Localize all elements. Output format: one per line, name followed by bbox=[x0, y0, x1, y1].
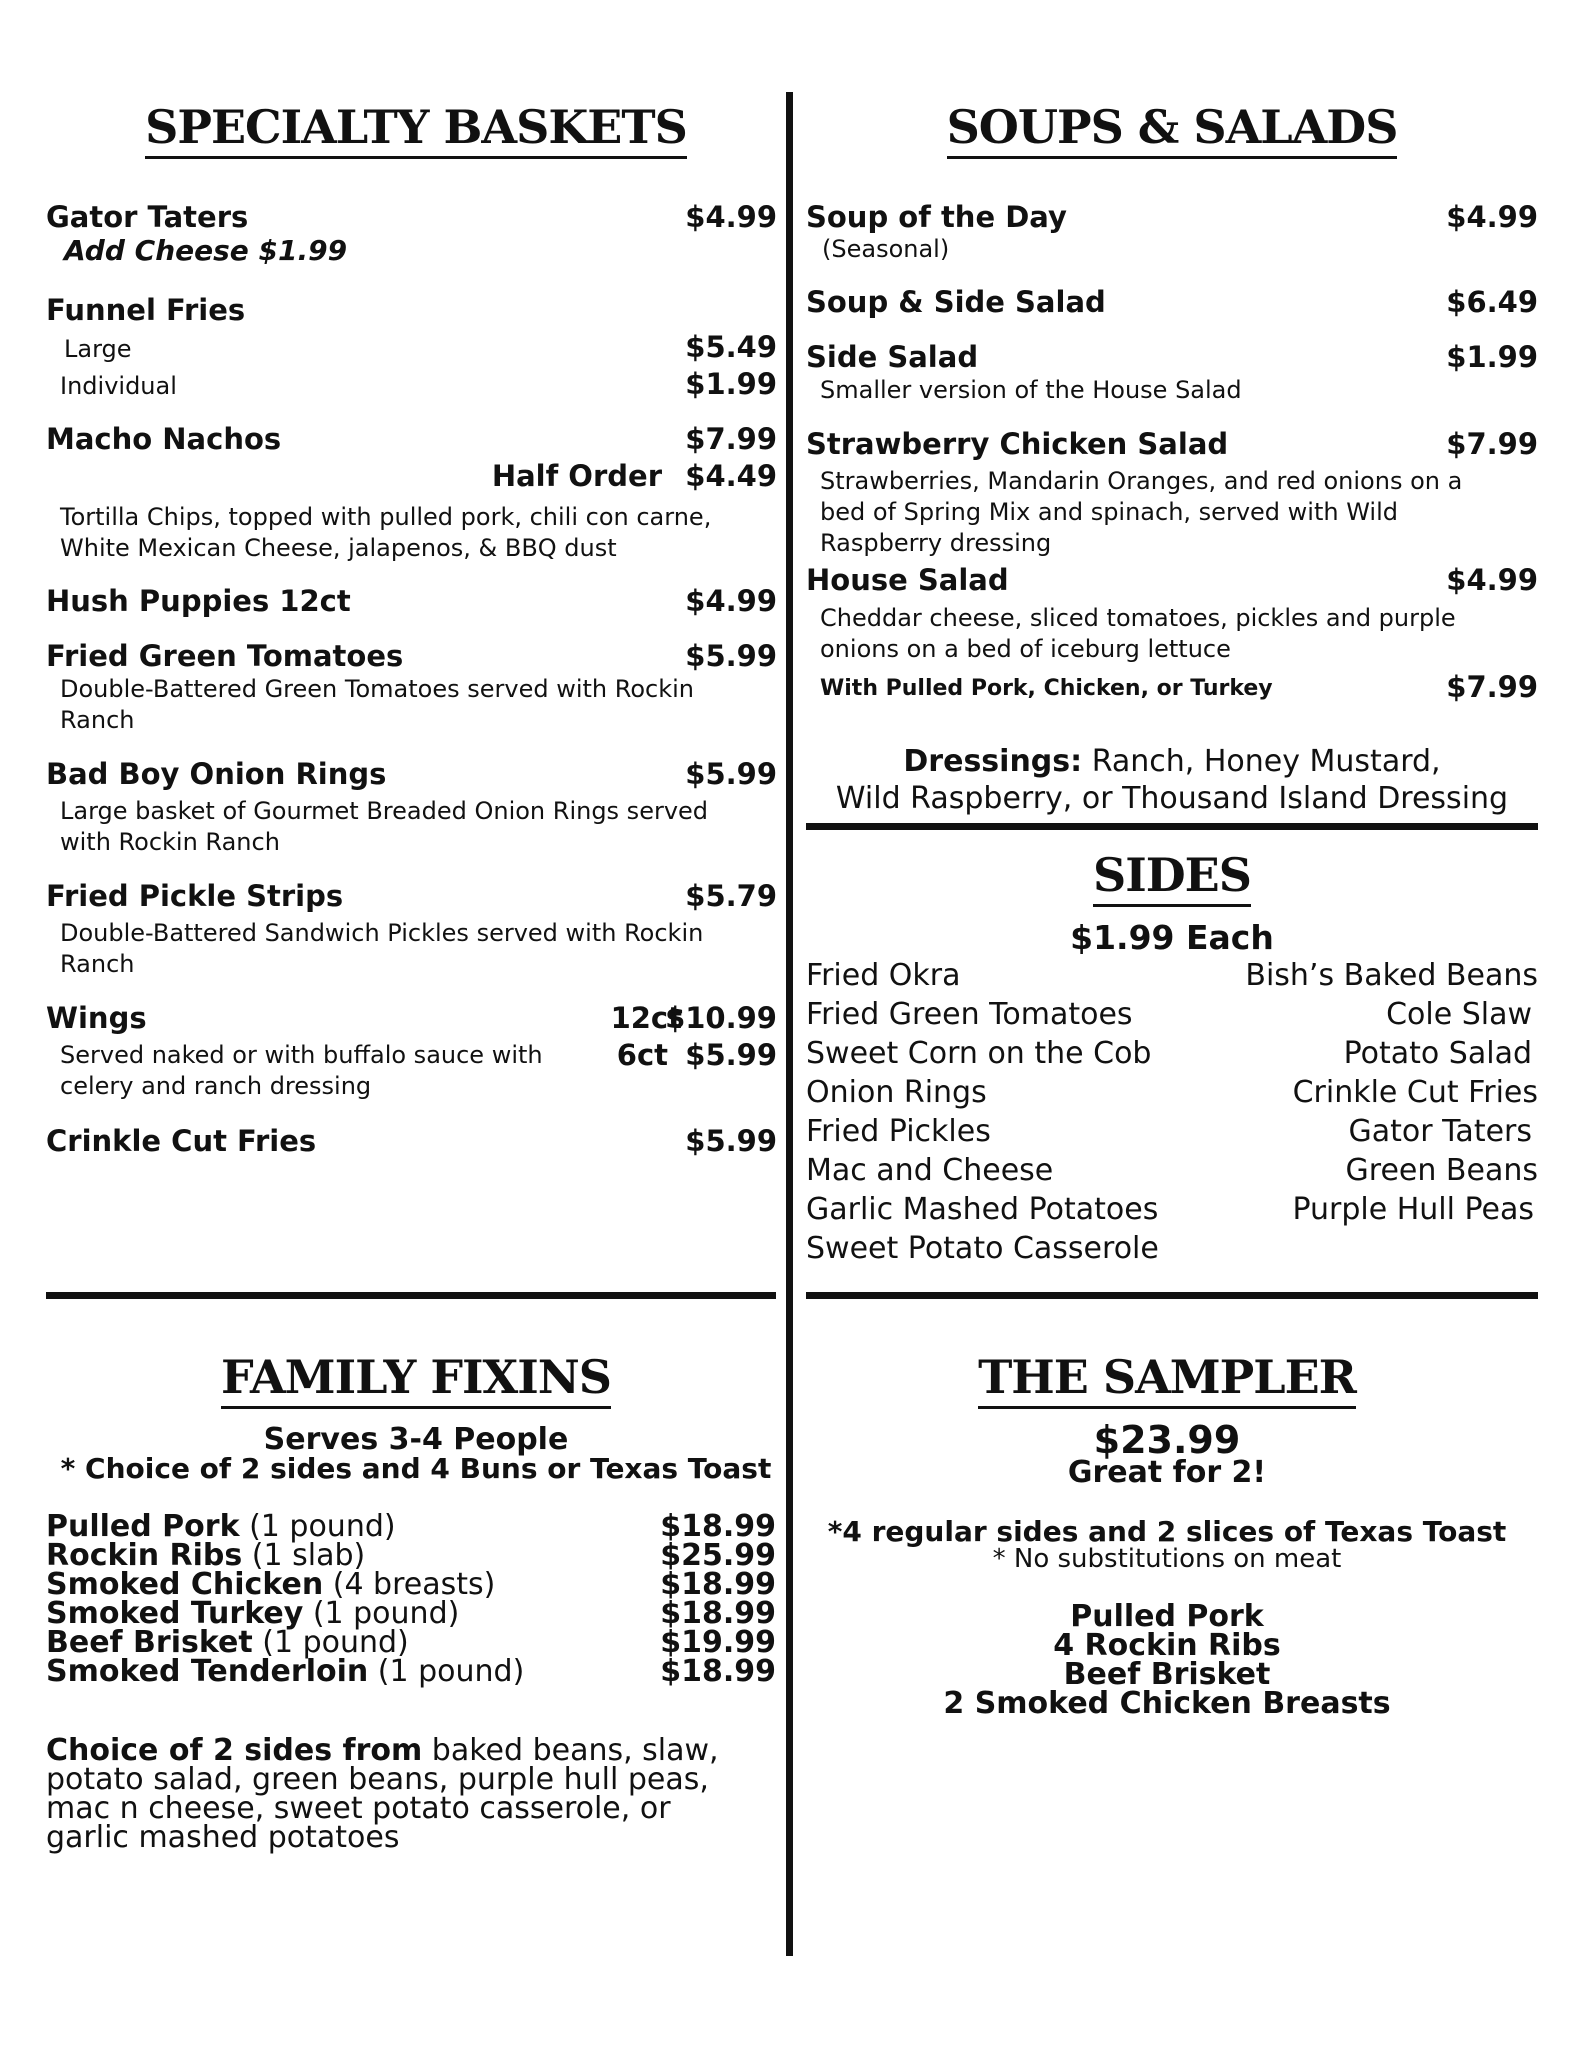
divider-right-bottom bbox=[806, 1292, 1538, 1299]
list-item: Fried Green Tomatoes bbox=[806, 997, 1133, 1032]
fried-green-tomatoes-price: $5.99 bbox=[685, 639, 777, 673]
wings-price-6: $5.99 bbox=[685, 1038, 777, 1072]
family-item-name: Smoked Tenderloin bbox=[46, 1654, 369, 1689]
onion-rings-price: $5.99 bbox=[685, 757, 777, 791]
family-sides-text-4: garlic mashed potatoes bbox=[46, 1820, 400, 1855]
sampler-tagline: Great for 2! bbox=[1067, 1455, 1267, 1490]
family-item-price: $18.99 bbox=[660, 1509, 776, 1544]
hush-puppies-name: Hush Puppies 12ct bbox=[46, 584, 351, 618]
gator-taters-addon: Add Cheese $1.99 bbox=[64, 234, 348, 267]
family-item-qty: (1 pound) bbox=[249, 1509, 396, 1544]
family-item-qty: (1 slab) bbox=[251, 1538, 366, 1573]
sampler-price: $23.99 bbox=[1093, 1418, 1241, 1462]
family-sides-line bbox=[46, 1733, 719, 1768]
list-item: Fried Okra bbox=[806, 958, 961, 993]
list-item: Potato Salad bbox=[1343, 1036, 1532, 1071]
family-item-price: $25.99 bbox=[660, 1538, 776, 1573]
divider-sides-top bbox=[806, 823, 1538, 830]
list-item: 2 Smoked Chicken Breasts bbox=[943, 1686, 1391, 1721]
list-item: Garlic Mashed Potatoes bbox=[806, 1192, 1159, 1227]
soup-side-salad-name: Soup & Side Salad bbox=[806, 285, 1106, 319]
gator-taters-price: $4.99 bbox=[685, 200, 777, 234]
list-item: Sweet Potato Casserole bbox=[806, 1231, 1159, 1266]
family-fixins-title: FAMILY FIXINS bbox=[46, 1350, 786, 1404]
family-item-price: $19.99 bbox=[660, 1625, 776, 1660]
pickle-strips-desc: Double-Battered Sandwich Pickles served with Rockin Ranch bbox=[60, 919, 704, 978]
family-item-price: $18.99 bbox=[660, 1654, 776, 1689]
gator-taters-name: Gator Taters bbox=[46, 200, 249, 234]
dressings-line2: Wild Raspberry, or Thousand Island Dressing bbox=[835, 781, 1509, 816]
house-salad-desc: Cheddar cheese, sliced tomatoes, pickles and purple onions on a bed of iceburg lettuce bbox=[820, 604, 1456, 663]
table-row bbox=[46, 1509, 776, 1544]
house-salad-price: $4.99 bbox=[1446, 563, 1538, 597]
pickle-strips-name: Fried Pickle Strips bbox=[46, 879, 344, 913]
macho-nachos-price: $7.99 bbox=[685, 422, 777, 456]
table-row bbox=[46, 1654, 776, 1689]
family-item-name: Rockin Ribs bbox=[46, 1538, 243, 1573]
list-item: Beef Brisket bbox=[1063, 1657, 1271, 1692]
specialty-baskets-title: SPECIALTY BASKETS bbox=[46, 100, 786, 154]
funnel-fries-large-price: $5.49 bbox=[685, 330, 777, 364]
family-item-name: Beef Brisket bbox=[46, 1625, 253, 1660]
funnel-fries-individual-price: $1.99 bbox=[685, 367, 777, 401]
sides-right-list bbox=[1245, 958, 1538, 1231]
house-salad-addon-label: With Pulled Pork, Chicken, or Turkey bbox=[820, 676, 1273, 701]
wings-count-12: 12ct bbox=[610, 1001, 682, 1035]
table-row bbox=[46, 1596, 776, 1631]
family-item-qty: (4 breasts) bbox=[332, 1567, 496, 1602]
family-serves: Serves 3-4 People bbox=[263, 1422, 569, 1457]
funnel-fries-large-label: Large bbox=[64, 335, 132, 363]
soup-of-day-name: Soup of the Day bbox=[806, 200, 1067, 234]
crinkle-fries-name: Crinkle Cut Fries bbox=[46, 1124, 317, 1158]
dressings-list-1: Ranch, Honey Mustard, bbox=[1091, 744, 1441, 779]
list-item: 4 Rockin Ribs bbox=[1053, 1628, 1281, 1663]
family-item-qty: (1 pound) bbox=[312, 1596, 460, 1631]
list-item: Onion Rings bbox=[806, 1075, 987, 1110]
list-item: Pulled Pork bbox=[1070, 1599, 1264, 1634]
sampler-title: THE SAMPLER bbox=[806, 1350, 1538, 1404]
list-item: Fried Pickles bbox=[806, 1114, 991, 1149]
family-item-qty: (1 pound) bbox=[377, 1654, 525, 1689]
macho-nachos-half-label: Half Order bbox=[491, 459, 662, 493]
wings-count-6: 6ct bbox=[616, 1038, 668, 1072]
soup-side-salad-price: $6.49 bbox=[1446, 285, 1538, 319]
family-sides-choice bbox=[46, 1733, 719, 1855]
family-item-name: Smoked Turkey bbox=[46, 1596, 304, 1631]
fried-green-tomatoes-name: Fried Green Tomatoes bbox=[46, 639, 404, 673]
house-salad-name: House Salad bbox=[806, 563, 1009, 597]
divider-left-bottom bbox=[46, 1292, 776, 1299]
strawberry-salad-price: $7.99 bbox=[1446, 427, 1538, 461]
family-sides-text-3: mac n cheese, sweet potato casserole, or bbox=[46, 1791, 671, 1826]
dressings-line1 bbox=[806, 744, 1538, 779]
list-item: Cole Slaw bbox=[1386, 997, 1532, 1032]
list-item: Green Beans bbox=[1345, 1153, 1538, 1188]
side-salad-price: $1.99 bbox=[1446, 340, 1538, 374]
list-item: Bish’s Baked Beans bbox=[1245, 958, 1538, 993]
side-salad-desc: Smaller version of the House Salad bbox=[820, 376, 1242, 404]
strawberry-salad-desc: Strawberries, Mandarin Oranges, and red onions on a bed of Spring Mix and spinach, served with Wild Raspberry dressing bbox=[820, 467, 1463, 557]
macho-nachos-name: Macho Nachos bbox=[46, 422, 282, 456]
sides-price: $1.99 Each bbox=[1070, 918, 1274, 957]
wings-price-12: $10.99 bbox=[665, 1001, 777, 1035]
sampler-includes: *4 regular sides and 2 slices of Texas Toast bbox=[827, 1515, 1507, 1548]
list-item: Mac and Cheese bbox=[806, 1153, 1054, 1188]
dressings-label: Dressings: bbox=[903, 744, 1083, 779]
funnel-fries-individual-label: Individual bbox=[60, 372, 177, 400]
crinkle-fries-price: $5.99 bbox=[685, 1124, 777, 1158]
soup-of-day-note: (Seasonal) bbox=[822, 235, 950, 263]
sampler-items-list bbox=[806, 1599, 1528, 1721]
onion-rings-name: Bad Boy Onion Rings bbox=[46, 757, 387, 791]
family-item-name: Pulled Pork bbox=[46, 1509, 240, 1544]
center-divider bbox=[786, 92, 793, 1956]
sides-left-list bbox=[806, 958, 1159, 1270]
pickle-strips-price: $5.79 bbox=[685, 879, 777, 913]
table-row bbox=[46, 1625, 776, 1660]
list-item: Gator Taters bbox=[1348, 1114, 1532, 1149]
list-item: Purple Hull Peas bbox=[1292, 1192, 1534, 1227]
table-row bbox=[46, 1567, 776, 1602]
soup-of-day-price: $4.99 bbox=[1446, 200, 1538, 234]
sides-title: SIDES bbox=[806, 848, 1538, 902]
onion-rings-desc: Large basket of Gourmet Breaded Onion Rings served with Rockin Ranch bbox=[60, 797, 709, 856]
family-sides-label: Choice of 2 sides from bbox=[46, 1733, 423, 1768]
family-choice-note: * Choice of 2 sides and 4 Buns or Texas Toast bbox=[60, 1452, 772, 1485]
family-item-price: $18.99 bbox=[660, 1596, 776, 1631]
list-item: Sweet Corn on the Cob bbox=[806, 1036, 1152, 1071]
family-sides-text-2: potato salad, green beans, purple hull peas, bbox=[46, 1762, 709, 1797]
family-item-name: Smoked Chicken bbox=[46, 1567, 324, 1602]
house-salad-addon-price: $7.99 bbox=[1446, 670, 1538, 704]
family-item-qty: (1 pound) bbox=[262, 1625, 409, 1660]
macho-nachos-desc: Tortilla Chips, topped with pulled pork, chili con carne, White Mexican Cheese, jalapenos, & BBQ dust bbox=[60, 503, 712, 562]
family-item-price: $18.99 bbox=[660, 1567, 776, 1602]
sampler-note: * No substitutions on meat bbox=[992, 1544, 1342, 1574]
wings-name: Wings bbox=[46, 1001, 147, 1035]
list-item: Crinkle Cut Fries bbox=[1292, 1075, 1538, 1110]
macho-nachos-half-price: $4.49 bbox=[685, 459, 777, 493]
fried-green-tomatoes-desc: Double-Battered Green Tomatoes served with Rockin Ranch bbox=[60, 675, 694, 734]
wings-desc: Served naked or with buffalo sauce with celery and ranch dressing bbox=[60, 1041, 543, 1100]
funnel-fries-name: Funnel Fries bbox=[46, 293, 246, 327]
hush-puppies-price: $4.99 bbox=[685, 584, 777, 618]
side-salad-name: Side Salad bbox=[806, 340, 979, 374]
family-items-list bbox=[46, 1509, 776, 1689]
strawberry-salad-name: Strawberry Chicken Salad bbox=[806, 427, 1229, 461]
family-sides-text-1: baked beans, slaw, bbox=[431, 1733, 719, 1768]
soups-salads-title: SOUPS & SALADS bbox=[806, 100, 1538, 154]
table-row bbox=[46, 1538, 776, 1573]
